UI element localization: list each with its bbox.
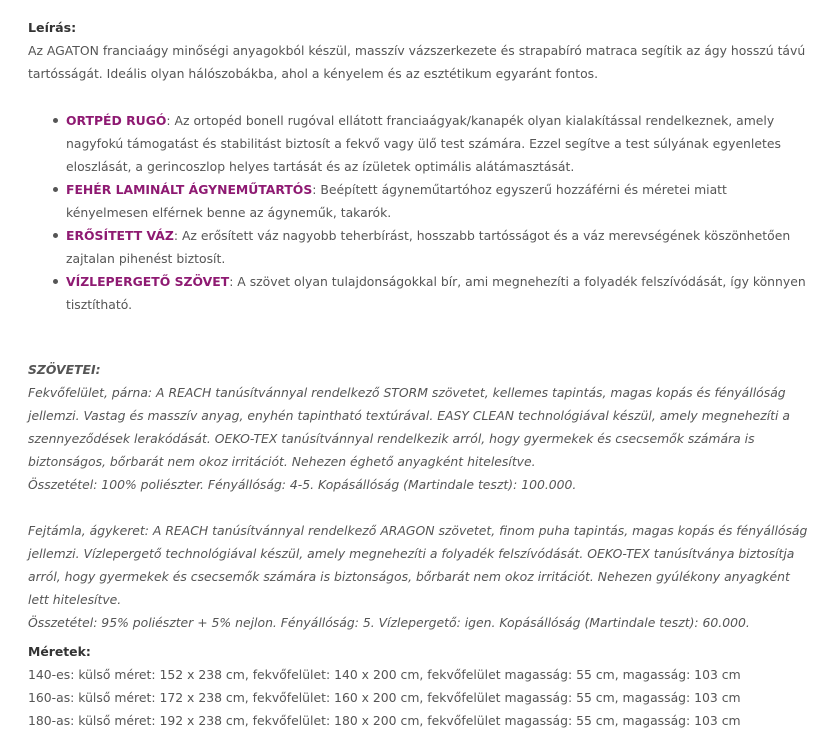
feature-text: : Az ortopéd bonell rugóval ellátott franciaágyak/kanapék olyan kialakítással rendelkeznek, amely nagyfokú támogatást és stabilitást biztosít a fekvő vagy ülő test számára. Ezzel segítve a test súlyának egyenletes eloszlását, a gerincoszlop helyes tartását és az ízületek optimális alátámasztását. <box>66 113 781 174</box>
fabric-description: Fejtámla, ágykeret: A REACH tanúsítvánnyal rendelkező ARAGON szövetet, finom puha tapintás, magas kopás és fényállóság jellemzi. Vízlepergető technológiával készül, amely megnehezíti a folyadék felszívódását. OEKO-TEX tanúsítványa biztosítja arról, hogy gyermekek és csecsemők számára is biztonságos, bőrbarát nem okoz irritációt. Nehezen gyúlékony anyagként lett hitelesítve. <box>28 523 808 607</box>
feature-text: : Beépített ágyneműtartóhoz egyszerű hozzáférni és méretei miatt kényelmesen elférnek benne az ágyneműk, takarók. <box>66 182 727 220</box>
fabric-block-headboard <box>28 519 811 634</box>
size-line-140: 140-es: külső méret: 152 x 238 cm, fekvőfelület: 140 x 200 cm, fekvőfelület magasság: 55 cm, magasság: 103 cm <box>28 667 741 682</box>
feature-text: : A szövet olyan tulajdonságokkal bír, ami megnehezíti a folyadék felszívódását, így könnyen tisztítható. <box>66 274 806 312</box>
feature-name: VÍZLEPERGETŐ SZÖVET <box>66 274 230 289</box>
feature-text: : Az erősített váz nagyobb teherbírást, hosszabb tartósságot és a váz merevségének köszönhetően zajtalan pihenést biztosít. <box>66 228 791 266</box>
size-line-160: 160-as: külső méret: 172 x 238 cm, fekvőfelület: 160 x 200 cm, fekvőfelület magasság: 55 cm, magasság: 103 cm <box>28 690 741 705</box>
fabric-composition: Összetétel: 95% poliészter + 5% nejlon. Fényállóság: 5. Vízlepergető: igen. Kopásállóság (Martindale teszt): 60.000. <box>28 615 750 630</box>
feature-name: FEHÉR LAMINÁLT ÁGYNEMŰTARTÓS <box>66 182 313 197</box>
fabric-description: Fekvőfelület, párna: A REACH tanúsítvánnyal rendelkező STORM szövetet, kellemes tapintás, magas kopás és fényállóság jellemzi. Vastag és masszív anyag, enyhén tapintható textúrával. EASY CLEAN technológiával készül, amely megnehezíti a szennyeződések lerakódását. OEKO-TEX tanúsítvánnyal rendelkezik arról, hogy gyermekek és csecsemők számára is biztonságos, bőrbarát nem okoz irritációt. Nehezen éghető anyagként hitelesítve. <box>28 385 790 469</box>
description-intro: Az AGATON franciaágy minőségi anyagokból készül, masszív vázszerkezete és strapabíró matraca segítik az ágy hosszú távú tartósságát. Ideális olyan hálószobákba, ahol a kényelem és az esztétikum egyaránt fontos. <box>28 43 806 81</box>
description-heading: Leírás: <box>28 20 77 35</box>
fabrics-heading: SZÖVETEI: <box>28 362 101 377</box>
fabric-block-sleeping-surface <box>28 381 811 496</box>
feature-name: ORTPÉD RUGÓ <box>66 113 167 128</box>
feature-item-storage <box>66 178 811 224</box>
feature-list <box>28 109 811 316</box>
feature-item-orthopedic-spring <box>66 109 811 178</box>
feature-item-reinforced-frame <box>66 224 811 270</box>
fabric-composition: Összetétel: 100% poliészter. Fényállóság: 4-5. Kopásállóság (Martindale teszt): 100.000. <box>28 477 577 492</box>
feature-name: ERŐSÍTETT VÁZ <box>66 228 174 243</box>
size-line-180: 180-as: külső méret: 192 x 238 cm, fekvőfelület: 180 x 200 cm, fekvőfelület magasság: 55 cm, magasság: 103 cm <box>28 713 741 728</box>
feature-item-water-repellent <box>66 270 811 316</box>
sizes-heading: Méretek: <box>28 644 91 659</box>
